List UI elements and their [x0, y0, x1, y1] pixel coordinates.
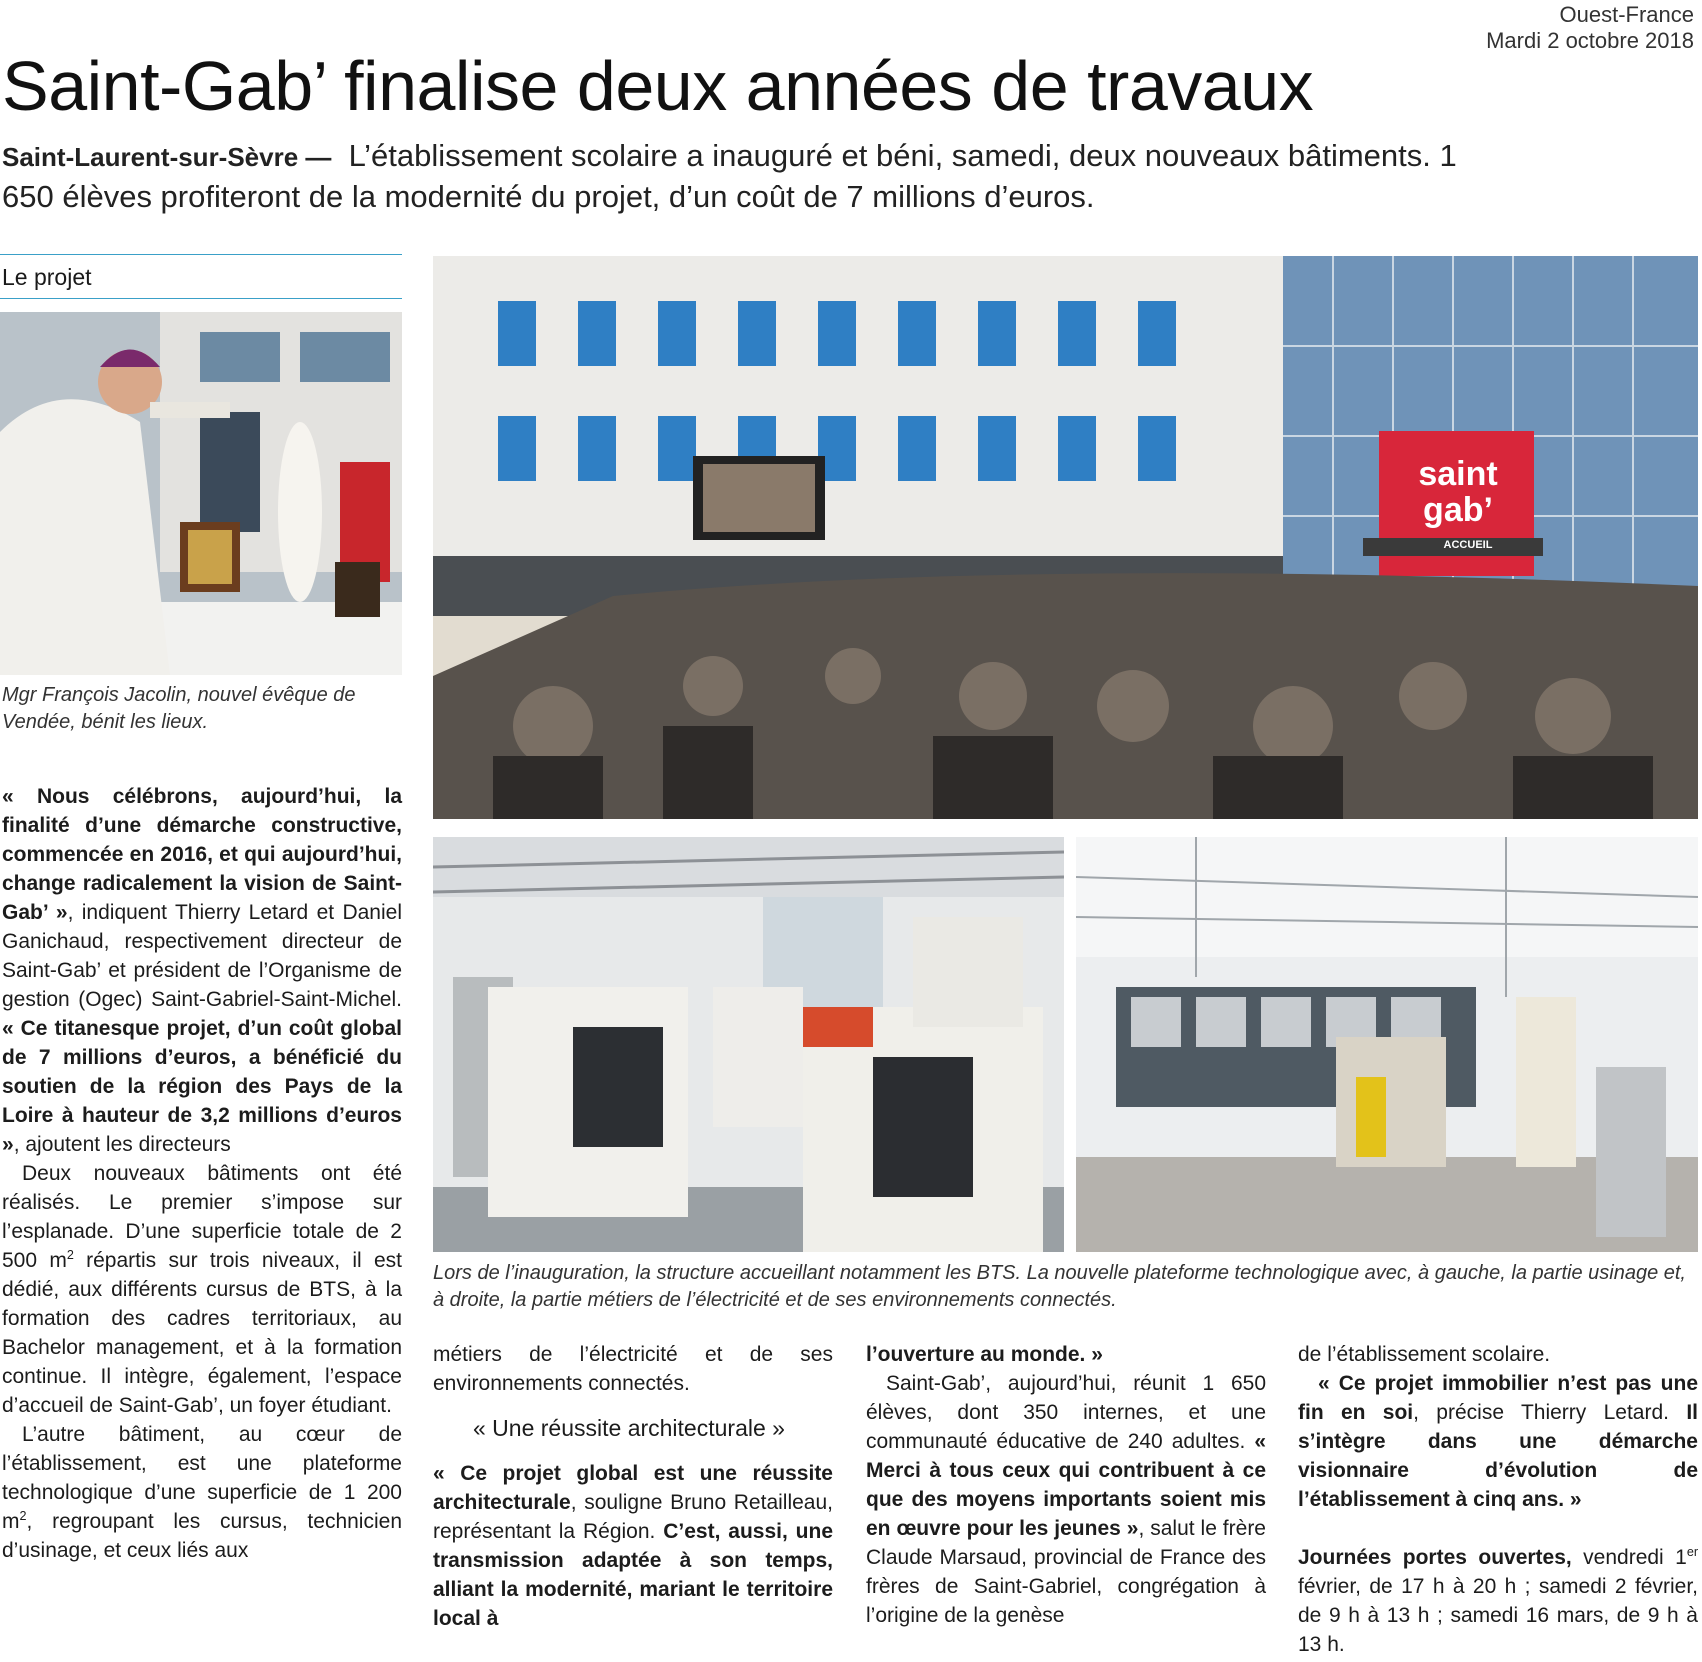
rubric-label: Le projet: [2, 264, 92, 290]
col4-open-days: [1298, 1543, 1698, 1659]
dateline: Saint-Laurent-sur-Sèvre —: [2, 142, 332, 172]
col1-paragraph-1: [2, 782, 402, 1159]
col4-text-1: , précise Thierry Letard.: [1413, 1401, 1687, 1424]
col1-paragraph-2: [2, 1159, 402, 1420]
col3-text-2: , salut le frère Claude Marsaud, provincial de France des frères de Saint-Gabriel, congrégation à l’origine de la genèse: [866, 1517, 1266, 1627]
col3-paragraph-1: [866, 1340, 1266, 1369]
col1-p3-text-b: , regroupant les cursus, technicien d’usinage, et ceux liés aux: [2, 1510, 402, 1562]
col1-p3-sup: 2: [19, 1509, 27, 1523]
col4-open-days-label: Journées portes ouvertes,: [1298, 1546, 1572, 1569]
bishop-photo-caption: Mgr François Jacolin, nouvel évêque de Vendée, bénit les lieux.: [2, 684, 356, 733]
article-column-3: [866, 1340, 1266, 1630]
col1-p3-text-a: L’autre bâtiment, au cœur de l’établissement, est une plateforme technologique d’une superficie de 1 200 m: [2, 1423, 402, 1533]
col4-quote-2: Il s’intègre dans une démarche visionnaire d’évolution de l’établissement à cinq ans. »: [1298, 1401, 1698, 1511]
col4-open-days-text-a: vendredi 1: [1571, 1546, 1687, 1569]
source-block: [1486, 2, 1694, 54]
col2-paragraph-2: [433, 1459, 833, 1633]
col2-subhead: « Une réussite architecturale »: [473, 1415, 785, 1441]
col4-open-days-sup: er: [1686, 1545, 1699, 1559]
col3-quote-1: l’ouverture au monde. »: [866, 1343, 1103, 1366]
machining-workshop-photo: [433, 837, 1064, 1252]
publication-date: Mardi 2 octobre 2018: [1486, 28, 1694, 53]
headline: Saint-Gab’ finalise deux années de travaux: [2, 47, 1314, 125]
article-column-1: [2, 782, 402, 1565]
col4-paragraph-2: [1298, 1369, 1698, 1514]
col3-quote-2: « Merci à tous ceux qui contribuent à ce que des moyens importants soient mis en œuvre pour les jeunes »: [866, 1430, 1266, 1540]
col2-paragraph-1: métiers de l’électricité et de ses environnements connectés.: [433, 1343, 833, 1395]
rubric-rule-top: [0, 254, 402, 255]
col4-paragraph-1: de l’établissement scolaire.: [1298, 1343, 1551, 1366]
col1-p2-text-b: répartis sur trois niveaux, il est dédié, aux différents cursus de BTS, à la formation des cadres territoriaux, au Bachelor management, et à la formation continue. Il intègre, également, l’espace d’accueil de Saint-Gab’, un foyer étudiant.: [2, 1249, 402, 1417]
building-photo: [433, 256, 1698, 819]
col1-quote-2: « Ce titanesque projet, d’un coût global de 7 millions d’euros, a bénéficié du soutien de la région des Pays de la Loire à hauteur de 3,2 millions d’euros »: [2, 1017, 402, 1156]
standfirst-text: L’établissement scolaire a inauguré et béni, samedi, deux nouveaux bâtiments. 1 650 élèves profiteront de la modernité du projet, d’un coût de 7 millions d’euros.: [2, 138, 1457, 214]
electrical-workshop-photo: [1076, 837, 1698, 1252]
col1-p2-sup: 2: [66, 1248, 74, 1262]
col2-quote-1: « Ce projet global est une réussite architecturale: [433, 1462, 833, 1514]
article-column-4: [1298, 1340, 1698, 1659]
accueil-sign: ACCUEIL: [1443, 539, 1493, 551]
col1-paragraph-3: [2, 1420, 402, 1565]
col1-text-1: , indiquent Thierry Letard et Daniel Ganichaud, respectivement directeur de Saint-Gab’ et président de l’Organisme de gestion (Ogec) Saint-Gabriel-Saint-Michel.: [2, 901, 402, 1011]
col1-text-2: , ajoutent les directeurs: [13, 1133, 231, 1156]
col3-text-1: Saint-Gab’, aujourd’hui, réunit 1 650 élèves, dont 350 internes, et une communauté éducative de 240 adultes.: [866, 1372, 1266, 1453]
col1-quote-1: « Nous célébrons, aujourd’hui, la finalité d’une démarche constructive, commencée en 2016, et qui aujourd’hui, change radicalement la vision de Saint-Gab’ »: [2, 785, 402, 924]
workshop-caption: Lors de l’inauguration, la structure accueillant notamment les BTS. La nouvelle plateforme technologique avec, à gauche, la partie usinage et, à droite, la partie métiers de l’électricité et de ses environnements connectés.: [433, 1262, 1686, 1311]
col1-p2-text-a: Deux nouveaux bâtiments ont été réalisés. Le premier s’impose sur l’esplanade. D’une superficie totale de 2 500 m: [2, 1162, 402, 1272]
col4-open-days-text-b: février, de 17 h à 20 h ; samedi 2 février, de 9 h à 13 h ; samedi 16 mars, de 9 h à 13 h.: [1298, 1575, 1698, 1656]
standfirst: [2, 136, 1482, 217]
newspaper-name: Ouest-France: [1559, 2, 1694, 27]
building-sign: saint gab’: [1418, 455, 1498, 529]
col3-paragraph-2: [866, 1369, 1266, 1630]
article-column-2: [433, 1340, 833, 1633]
col4-quote-1: « Ce projet immobilier n’est pas une fin en soi: [1298, 1372, 1698, 1424]
rubric-rule-bottom: [0, 298, 402, 299]
col2-quote-2: C’est, aussi, une transmission adaptée à son temps, alliant la modernité, mariant le territoire local à: [433, 1520, 833, 1630]
col2-text-1: , souligne Bruno Retailleau, représentant la Région.: [433, 1491, 833, 1543]
bishop-photo: [0, 312, 402, 675]
